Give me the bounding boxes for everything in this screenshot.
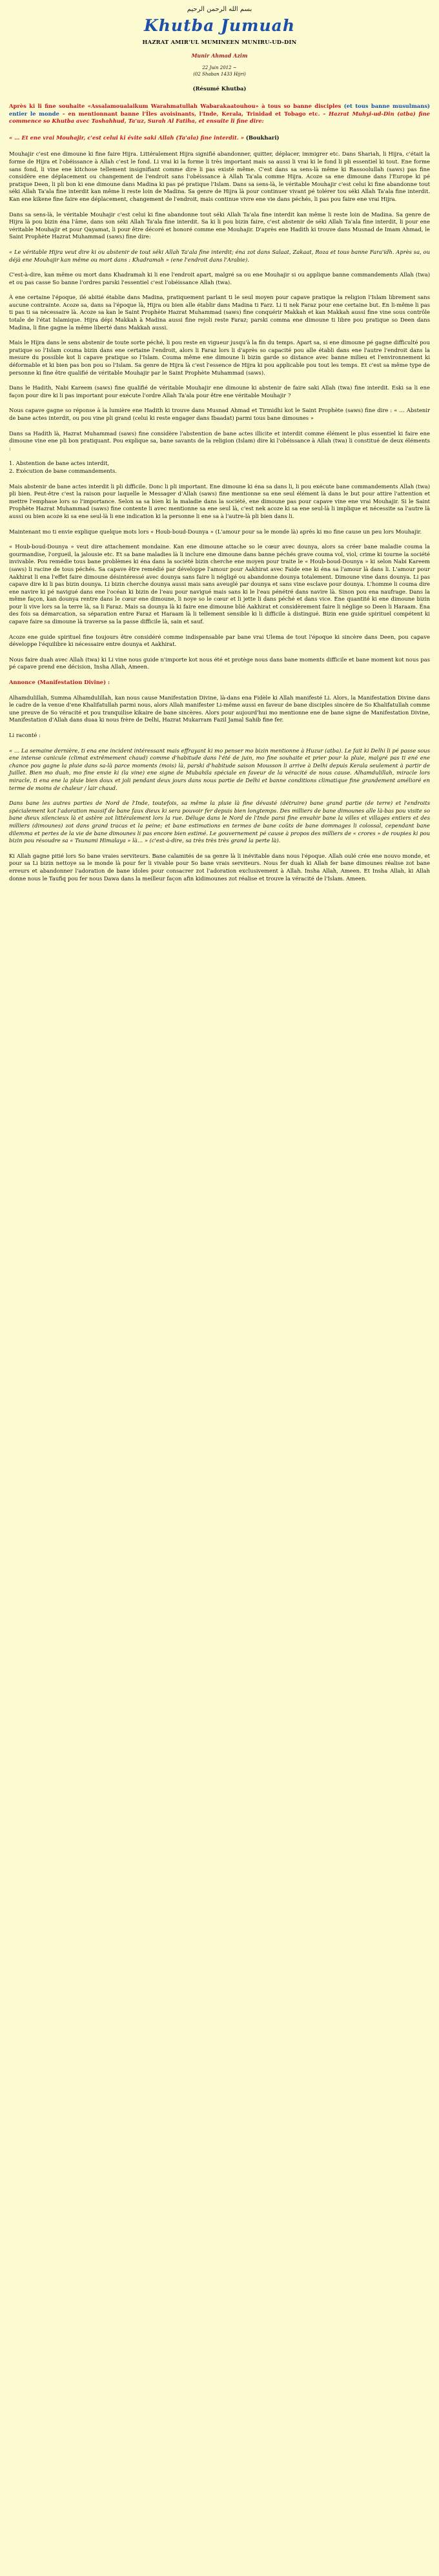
paragraph-epoque-madina: À ene certaine l'époque, ilé abitié établie dans Madina, pratiquement parlant ti le seul moyen pour capave pratique la religion l'Islam librement sans aucune contrainte. Acoze sa, dans sa l'époque là, Hijra ou bien alle établir dans Madina ti Farz. Li ti nek Faraz pour ene certaine but. En li-même li pas ti pas ti sa nécessaire là. Acoze sa kan le Saint Prophète Hazrat Muhammad (saws) fine conquérir Makkah et kan Makkah aussi fine vine sous contrôle totale de l'état Islamique. Hijra dépi Makkah à Madina aussi fine rejoli reste Faraz; parski comma ene dimoune ti libre pou pratique so Deen dans Madina, li fine gagne la même liberté dans Makkah aussi. [9,294,430,331]
quote-boukhari-source: (Boukhari) [243,134,280,141]
page-title: Khutba Jumuah [143,16,296,35]
intro-blue: (et tous banne musulmans) entier le monde [9,103,430,117]
paragraph-musnad-ahmad: Nous capave gagne so réponse à la lumière ene Hadith ki trouve dans Musnad Ahmad et Tirmidhi kot le Saint Prophète (saws) fine dire : « … Abstenir de bane actes interdit, ou pou vine pli grand (celui ki reste engager dans Ibaadat) parmi tous bane dimounes » [9,407,430,421]
hazrat-subtitle: HAZRAT AMIR'UL MUMINEEN MUNIRU-UD-DIN [142,39,297,45]
intro-red-italic: Hazrat Muhyi-ud-Din (atba) fine commence so Khutba avec Tashahhud, Ta'uz, Surah Al Fatiha, et ensuite li fine dire: [9,110,430,125]
quote-boukhari [9,134,430,142]
paragraph-guide-spirituel: Acoze ene guide spirituel fine toujours être considéré comme indispensable par bane vrai Ulema de tout l'époque ki sincère dans Deen, pou capave développe l'équilibre ki nécessaire entre dounya et Aakhirat. [9,633,430,648]
announce-heading: Annonce (Manifestation Divine) : [9,679,110,686]
khutba-page [0,0,439,882]
resume-label: (Résumé Khutba) [192,85,247,92]
paragraph-mouhajir: Mouhajir c'est ene dimoune ki fine faire Hijra. Littéralement Hijra signifié abandonner, quitter, déplacer, immigrer etc. Dans Shariah, li Hijra, c'était la forme de Hijra et l'obéissance à Allah c'est le fond. Li vrai ki la forme li très important mais sa aussi li vrai ki le fond li pli essentiel ki tout. Ene forme sans fond, li vine ene kitchose tellement insignifiant comme dire li pas existé même. C'est dans sa sens-là même ki Rassoolullah (saws) pas fine considère ene déplacement ou changement de l'endroit sans l'obéissance à Allah Ta'ala comme Hijra. Acoze sa ene dimoune dans l'Europe ki pé pratique Deen, li pli bon ki ene dimoune dans Madina ki pas pé pratique l'Islam. Dans sa sens-là, le véritable Mouhajir c'est celui ki fine abandonne tout séki Allah Ta'ala fine interdit kan même li reste loin de Madina. Sa genre de Hijra là pour continuer vivant pé tolérer tou séki Allah Ta'ala fine interdit. Kan ene kikene fine faire ene déplacement, changement de l'endroit, mais continue vivre ene vie dans péchés, li pas pou faire ene vrai Hijra. [9,151,430,202]
paragraph-veritable-mouhajir: Dans sa sens-là, le véritable Mouhajir c'est celui ki fine abandonne tout séki Allah Ta'ala fine interdit kan même li reste loin de Madina. Sa genre de Hijra là pou bizin éna l'âme, dans son séki Allah Ta'ala fine interdit. Sa ki li pou bizin faire, c'est abstenir de séki Allah Ta'ala fine interdit, li pour ene véritable Mouhajir et pour Qayamat, li pour être décoré et honoré comme ene Mouhajir. D'après ene Hadith ki trouve dans Musnad de Imam Ahmad, le Saint Prophète Hazrat Muhammad (saws) fine dire: [9,211,430,240]
intro-red-2: – en mentionnant banne l'Îles avoisinants, l'Inde, Kerala, Trinidad et Tobago etc. – [59,110,329,117]
paragraph-duah: Nous faire duah avec Allah (twa) ki Li vine nous guide n'importe kot nous été et protège nous dans bane moments difficile et bane moment kot nous pas pé capave prend ene décision, Insha Allah, Ameen. [9,656,430,670]
list-item: 1. Abstention de bane actes interdit, [9,460,109,467]
paragraph-abstention: Dans sa Hadith là, Hazrat Muhammad (saws) fine considère l'abstention de bane actes illicite et interdit comme élément le plus essentiel ki faire ene dimoune vine ene pli bon pratiquant. Pou explique sa, bane savants de la religion (Islam) dire ki l'obéissance à Allah (twa) li constitué de deux éléments : [9,430,430,452]
quote-hijra: « Le véritable Hijra veut dire ki ou abstenir de tout séki Allah Ta'ala fine interdit; éna zot dans Salaat, Zakaat, Roza et tous banne Fara'idh. Après sa, ou déjà ene Mouhajir kan même ou mort dans : Khadramah » (ene l'endroit dans l'Arabie). [9,248,430,263]
paragraph-closing: Ki Allah gagne pitié lors So bane vraies serviteurs. Bane calamités de sa genre là li inévitable dans nous l'époque. Allah oulé crée ene nouvo monde, et pour sa Li bizin nettoye sa le monde là pour fer li vivable pour So bane vrais serviteurs. Nous fer duah ki Allah fer bane dimounes réalise zot bane erreurs et abandonner l'adoration de bane idoles pour consacrer zot l'adoration exclusivement à Allah. Insha Allah, Ameen. Et Insha Allah, ki Allah donne nous le Taufiq pou fer nous Dawa dans la meilleur façon afin kidimounes zot réalise et trouve la véracité de l'Islam. Ameen. [9,852,430,882]
paragraph-hijra-peche: Mais le Hijra dans le sens abstenir de toute sorte péché, li pou reste en vigueur jusqu'à la fin du temps. Apart sa, si ene dimoune pé gagne difficulté pou pratique so l'Islam couma bizin dans ene certaine l'endroit, alors li Faraz lors li d'après so capacité pou alle établi dans ene l'autre l'endroit dans la mesure du possible kot li capave pratique so l'Islam. Couma même ene dimoune li bizin garde so distance avec banne milieu et l'environnement ki déformable et ki bien pas bon pou so l'Islam. Sa genre de Hijra là c'est l'essence de Hijra ki pou applicable pou tout les temps. Et c'est sa même type de personne ki fine être qualifié de véritable Mouhajir par le Saint Prophète Muhammad (saws). [9,339,430,376]
paragraph-difficile: Mais abstenir de bane actes interdit li pli difficile. Donc li pli important. Ene dimoune ki éna sa dans li, li pou exécute bane commandements Allah (twa) pli bien. Peut-être c'est la raison pour laquelle le Messager d'Allah (saws) fine mentionne sa ene seul élément là dans le but pour attire l'attention et mettre l'emphase lors so l'importance. Selon sa sa bien ki la maladie dans la société, ene dimoune pas pour capave vine ene vrai Mouhajir. Si le Saint Prophète Hazrat Muhammad (saws) fine contente li avec mentionne sa ene seul là, c'est nek acoze ki sa ene seul-là li implique et nécessite sa l'autre là aussi ou bien acoze ki sa ene seul-là li ene indication ki la personne li ene sa à l'autre-là pli bien dans li. [9,483,430,519]
intro-paragraph [9,103,430,125]
paragraph-khadramah: C'est-à-dire, kan même ou mort dans Khadramah ki li ene l'endroit apart, malgré sa ou ene Mouhajir si ou applique banne commandements Allah (twa) et ou pas casse So banne l'ordres parski l'essentiel c'est l'obéissance Allah (twa). [9,271,430,286]
list-item: 2. Exécution de bane commandements. [9,467,117,474]
date-block [9,65,430,78]
date-gregorian: 22 Juin 2012 ~ [202,65,237,70]
quote-boukhari-text: « … Et ene vrai Mouhajir, c'est celui ki évite saki Allah (Ta'ala) fine interdit. » [9,134,244,141]
author-name: Munir Ahmad Azim [191,52,248,59]
paragraph-houb-intro: Maintenant mo ti envie explique quelque mots lors « Houb-boud-Dounya » (L'amour pour sa le monde là) après ki mo fine cause un peu lors Mouhajir. [9,528,422,535]
paragraph-nabi-kareem: Dans le Hadith, Nabi Kareem (saws) fine qualifié de véritable Mouhajir ene dimoune ki abstenir de faire saki Allah (twa) fine interdit. Eski sa li ene façon pour dire ki li pas important pour exécute l'ordre Allah Ta'ala pour être ene véritable Mouhajir ? [9,384,430,399]
paragraph-houb-boud-dounya: « Houb-boud-Dounya » veut dire attachement mondaine. Kan ene dimoune attache so le cœur avec dounya, alors sa créer bane maladie couma la gourmandise, l'orgueil, la jalousie etc. Et sa bane maladies là li inclure ene dimoune dans banne péchés grave couma vol, viol, crime ki tourne la société invivable. Pou remédie tous bane problèmes ki éna dans la société bizin cherche ene moyen pour traite le « Houb-boud-Dounya » ki selon Nabi Kareem (saws) li racine de tous péchés. Sa capave être remédié par développe l'amour pour Aakhirat avec Faide ene ki éna sa l'amour là dans li. L'amour pour Aakhirat li ena l'effet faire dimoune désintéressé avec dounya sans faire li négligé ou abandonne dounya totalement. Dimoune vine dans dounya. Li pas capave dire ki li pas bizin dounya. Li bizin cherche dounya aussi mais sans aveuglé par dounya et sans vine esclave pour dounya. L'homme li couma dire ene navire ki pé navigué dans ene l'océan ki bizin de l'eau pour navigué mais sans ki le l'eau pénétré dans navire là. Sinon pou ena naufrage. Dans la même façon, kan dounya rentre dans le cœur ene dimoune, li noye so le cœur et li jette li dans péché et dans vice. Ene quantité ki ene dimoune bizin pour li vive lors sa la terre là, sa li Faraz. Mais sa dounya là ki faire ene dimoune blié Aakhirat et considèrement faire li néglige so Deen li Haraam. Éna des fois sa démarcation, sa séparation entre Faraz et Haraam là li tellement sensible ki li difficile à distingué. Bizin ene guide spirituel compétent ki capave faire sa dimoune là traverse sa la passe difficile là, sain et sauf. [9,543,430,625]
intro-red-1: Après ki li fine souhaite «Assalamoualaikum Warahmatullah Wabarakaatouhou» à tous so banne disciples [9,103,344,109]
quote-north-india: Dans bane les autres parties de Nord de l'Inde, toutefois, sa même la pluie là fine dévasté (détruire) bane grand partie (de terre) et l'endroits spécialement kot l'adoration massif de bane faux dieux ki sera pouvoir fer depuis bien longtemps. Des milliers de bane dimounes alle là-bas pou visite so bane dieux silencieux là et astère zot littéralement lors la rue. Déluge dans le Nord de l'Inde parsi fine envahir bane la villes et villages entiers et des milliers (dimounes) zot dans grand tracas et la peine; et bane estimations en termes de bane coûts de bane dommages li colossal, cependant bane dilemma et pertes de la vie de bane dimounes li pas encore bien estimé. Le gouvernement pé cause à propos des milliers de « crores » de roupies ki pou bizin pou résoudre sa « Tsunami Himalaya » là… » (c'est-à-dire, sa très très très grand la perte là). [9,800,430,844]
paragraph-manifestation: Alhamdulillah, Summa Alhamdulillah, kan nous cause Manifestation Divine, là-dans ena Fidèle ki Allah manifesté Li. Alors, la Manifestation Divine dans le cadre de la venue d'ene Khalifatullah parmi nous, alors Allah manifester Li-même aussi en faveur de bane disciples sincère de So Khalifatullah comme une preuve de So véracité et pou tranquilise kikaire de bane sincères. Alors pour aujourd'hui mo mentionne ene de bane signe de Manifestation Divine, Manifestation d'Allah dans duaa ki nous frère de Delhi, Hazrat Mukarram Fazil Jamal Sahib fine fer. [9,694,430,723]
quote-delhi-rain: « … La semaine dernière, ti ena ene incident intéressant mais effrayant ki mo penser mo bizin mentionne à Huzur (atba). Le fait ki Delhi li pé passe sous ene intense canicule (climat extrêmement chaud) comme d'habitude dans l'été de juin, mo fine souhaite et prier pour la pluie, malgré pas ti ené ene chance pou gagne la pluie dans sa-là parce moments (mois) là, parski d'habitude saison Mousson li arrive à Delhi depuis Kerala seulement à partir de Juillet. Bien mo duah, mo fine envie ki (la vine) ene signe de Mubahila spéciale en faveur de la véracité de nous cause. Alhamdulillah, miracle lors miracle, ti ena ene la pluie bien doux et joli pendant deux jours dans nous partie de Delhi et banne conditions climatique fine grandement amélioré en terme de moins de chaleur / lair chaud. [9,747,430,791]
bismillah: بسم الله الرحمن الرحيم [187,6,252,13]
date-hijri: (02 Shaban 1433 Hijri) [193,72,246,77]
raconte-label: Li raconté : [9,732,41,738]
